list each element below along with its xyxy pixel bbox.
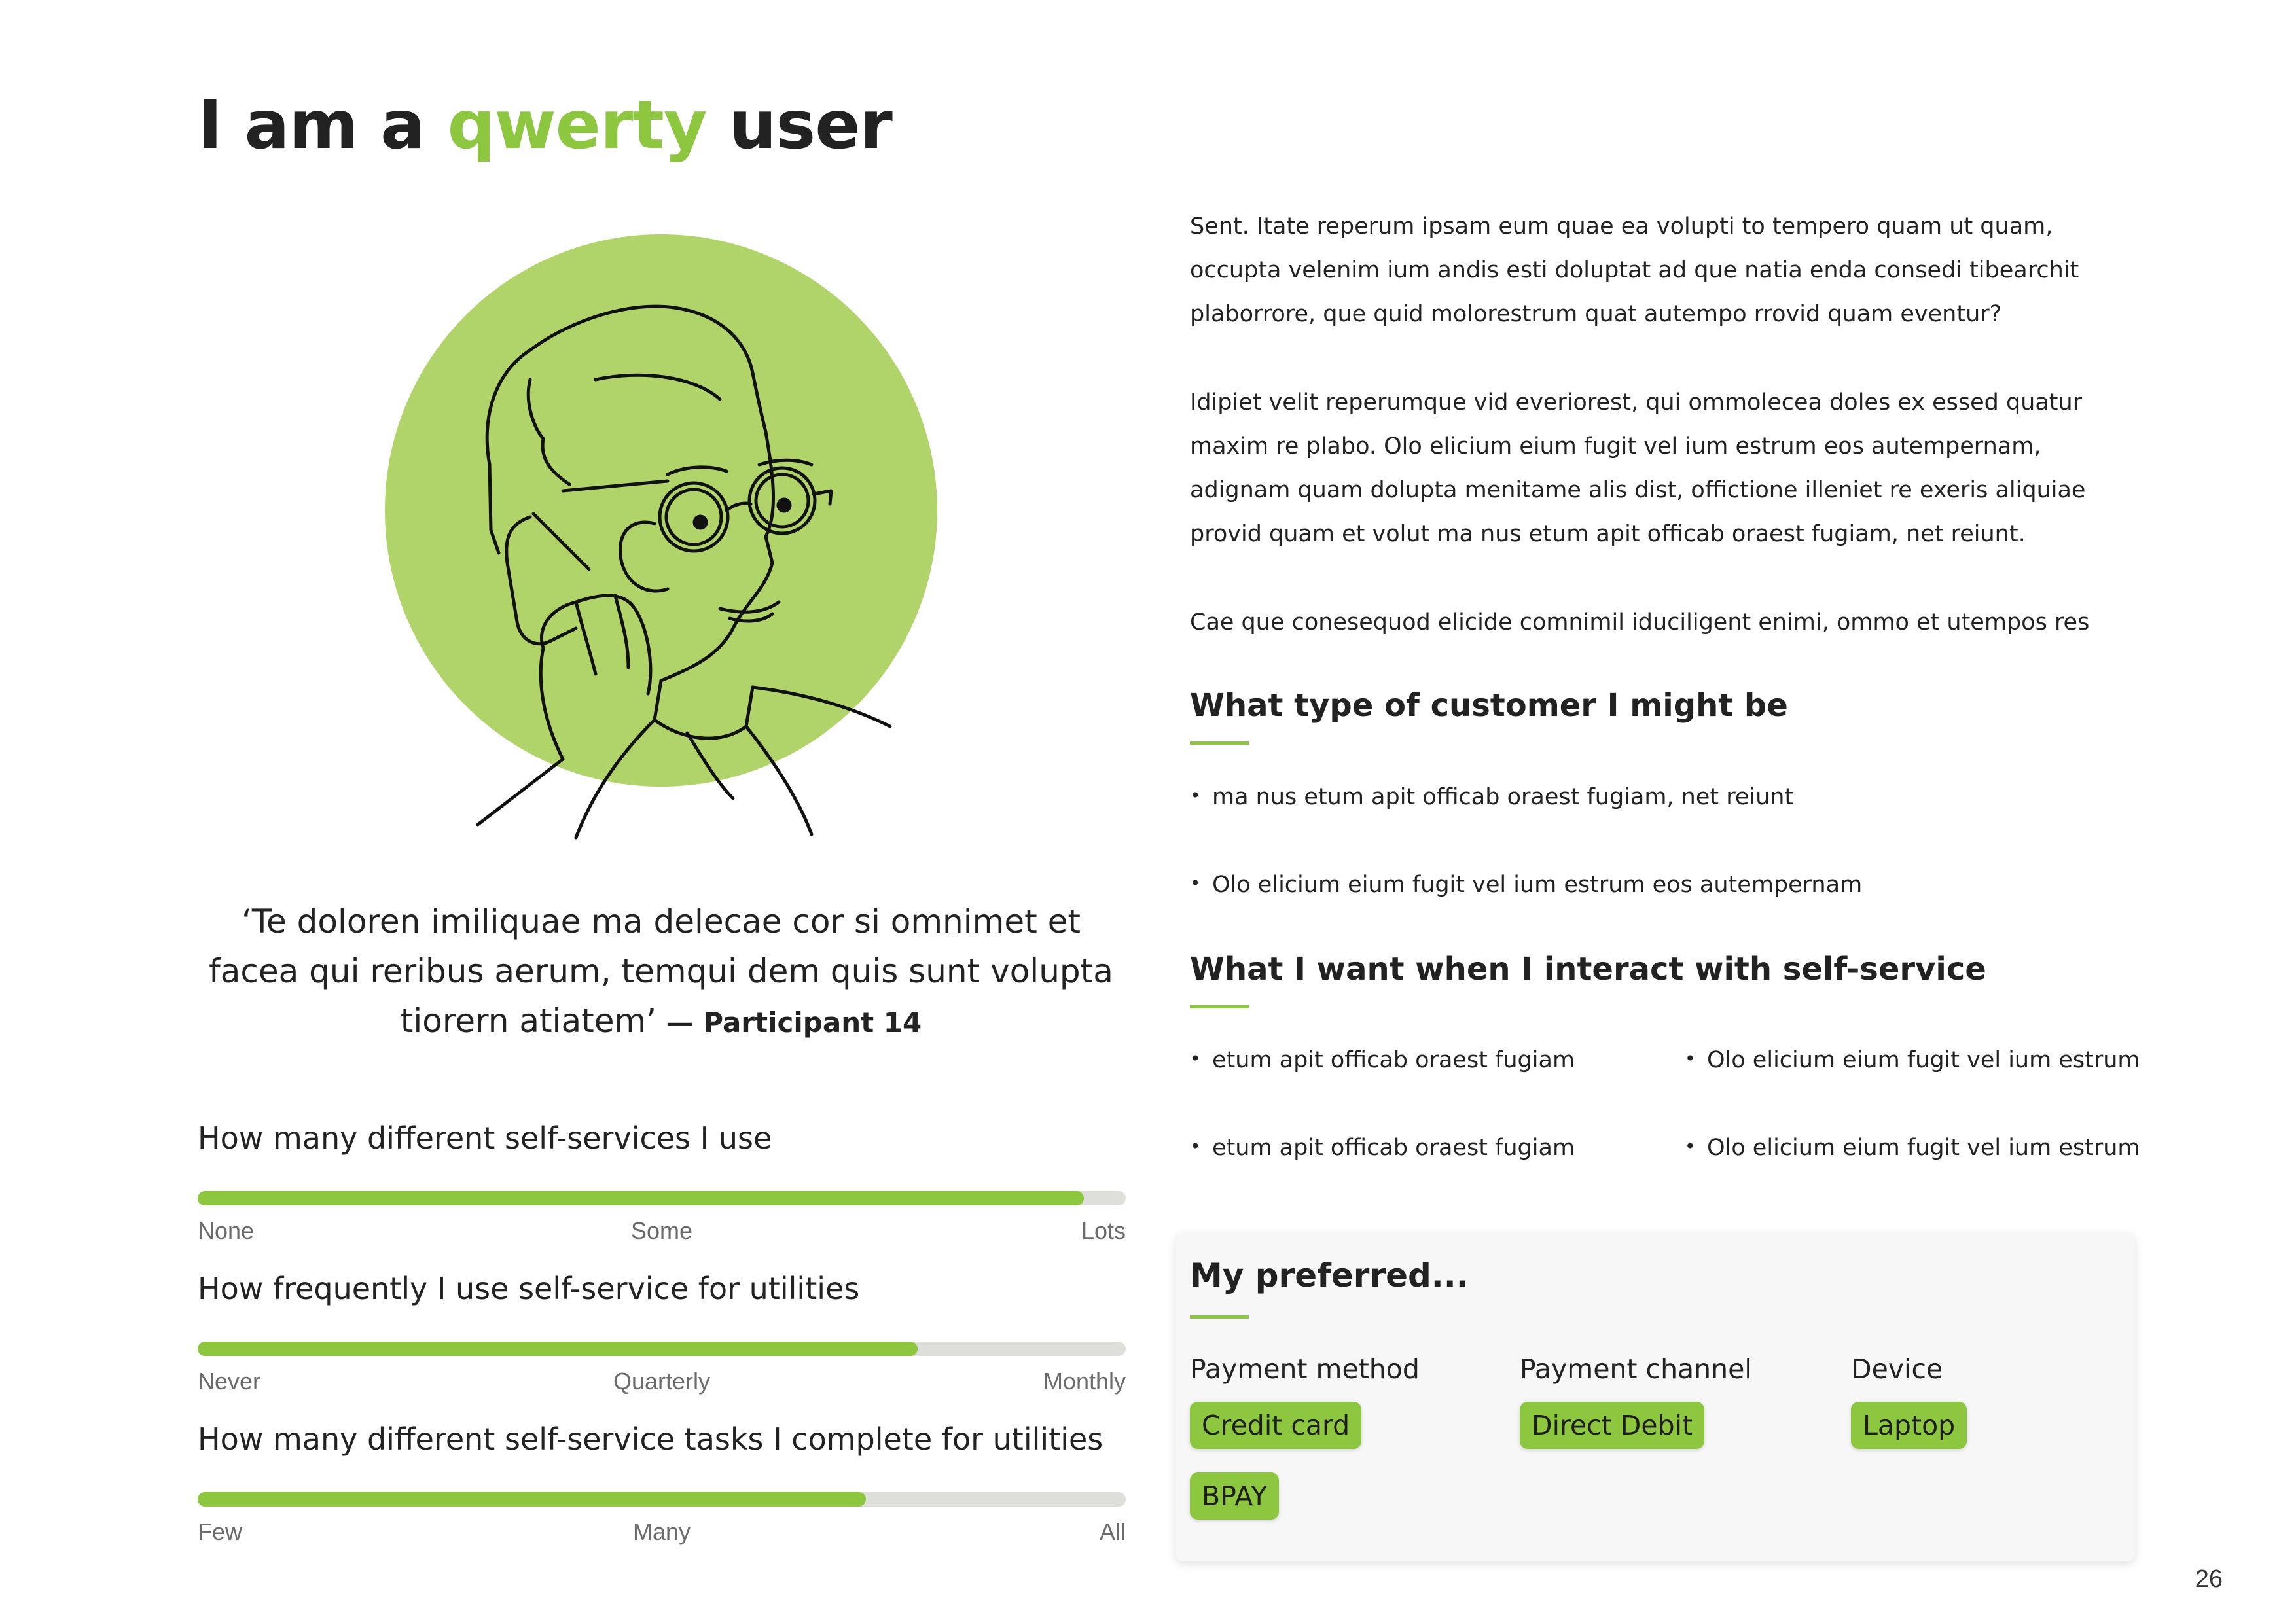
preferred-heading: My preferred...	[1190, 1257, 1469, 1294]
payment-method-label: Payment method	[1190, 1353, 1420, 1385]
payment-channel-label: Payment channel	[1520, 1353, 1752, 1385]
wants-item: • etum apit officab oraest fugiam	[1190, 1135, 1575, 1161]
intro-paragraph-1: Sent. Itate reperum ipsam eum quae ea volupti to tempero quam ut quam, occupta velenim ium andis esti doluptat ad que natia enda consedi tibearchit plaborrore, que quid molorestrum quat autempo rrovid quam eventur?	[1190, 213, 2079, 327]
tick-label: Some	[630, 1217, 693, 1244]
slider-track-tasks	[198, 1492, 1126, 1507]
payment-method-chip: Credit card	[1190, 1402, 1361, 1449]
heading-underline	[1190, 741, 1249, 745]
customer-type-heading: What type of customer I might be	[1190, 687, 1788, 724]
tick-label: Many	[632, 1518, 691, 1545]
participant-quote	[196, 897, 1126, 1048]
customer-type-item: • Olo elicium eium fugit vel ium estrum eos autempernam	[1190, 872, 1862, 898]
tick-label: Monthly	[1043, 1368, 1126, 1395]
payment-channel-chip: Direct Debit	[1520, 1402, 1704, 1449]
page-title	[198, 80, 892, 171]
slider-label-frequency: How frequently I use self-service for utilities	[198, 1271, 860, 1306]
intro-paragraph-3: Cae que conesequod elicide comnimil iduciligent enimi, ommo et utempos res	[1190, 609, 2090, 635]
payment-method-chip: BPAY	[1190, 1472, 1279, 1520]
slider-label-services: How many different self-services I use	[198, 1120, 772, 1156]
device-label: Device	[1851, 1353, 1943, 1385]
heading-underline	[1190, 1005, 1249, 1008]
slider-track-services	[198, 1191, 1126, 1205]
device-chip: Laptop	[1851, 1402, 1967, 1449]
tick-label: Lots	[1081, 1217, 1126, 1244]
slider-ticks-tasks	[198, 1518, 1126, 1547]
title-prefix: I am a	[198, 86, 448, 164]
slider-ticks-frequency	[198, 1368, 1126, 1397]
quote-text: ‘Te doloren imiliquae ma delecae cor si omnimet et facea qui reribus aerum, temqui dem quis sunt volupta tiorern atiatem’	[209, 902, 1113, 1040]
tick-label: None	[198, 1217, 255, 1244]
customer-type-item: • ma nus etum apit officab oraest fugiam, net reiunt	[1190, 784, 1793, 810]
title-suffix: user	[706, 86, 892, 164]
tick-label: Quarterly	[613, 1368, 711, 1395]
title-highlight: qwerty	[447, 86, 707, 164]
slider-fill-services	[198, 1191, 1084, 1205]
preferred-card	[1175, 1233, 2135, 1561]
wants-item: • Olo elicium eium fugit vel ium estrum	[1685, 1047, 2140, 1073]
wants-heading: What I want when I interact with self-service	[1190, 951, 1986, 988]
man-on-phone-illustration	[380, 223, 942, 877]
slider-label-tasks: How many different self-service tasks I complete for utilities	[198, 1421, 1103, 1457]
wants-item: • etum apit officab oraest fugiam	[1190, 1047, 1575, 1073]
slider-track-frequency	[198, 1342, 1126, 1356]
tick-label: Never	[198, 1368, 261, 1395]
slider-fill-frequency	[198, 1342, 918, 1356]
tick-label: All	[1099, 1518, 1126, 1545]
heading-underline	[1190, 1315, 1249, 1319]
page-number: 26	[2195, 1565, 2223, 1593]
slider-fill-tasks	[198, 1492, 866, 1507]
tick-label: Few	[198, 1518, 243, 1545]
slider-ticks-services	[198, 1217, 1126, 1246]
wants-item: • Olo elicium eium fugit vel ium estrum	[1685, 1135, 2140, 1161]
intro-paragraph-2: Idipiet velit reperumque vid everiorest, qui ommolecea doles ex essed quatur maxim re plabo. Olo elicium eium fugit vel ium estrum eos autempernam, adignam quam dolupta menitame alis dist, offictione illeniet re exeris aliquiae provid quam et volut ma nus etum apit officab oraest fugiam, net reiunt.	[1190, 389, 2086, 547]
quote-attribution: — Participant 14	[656, 1007, 922, 1039]
